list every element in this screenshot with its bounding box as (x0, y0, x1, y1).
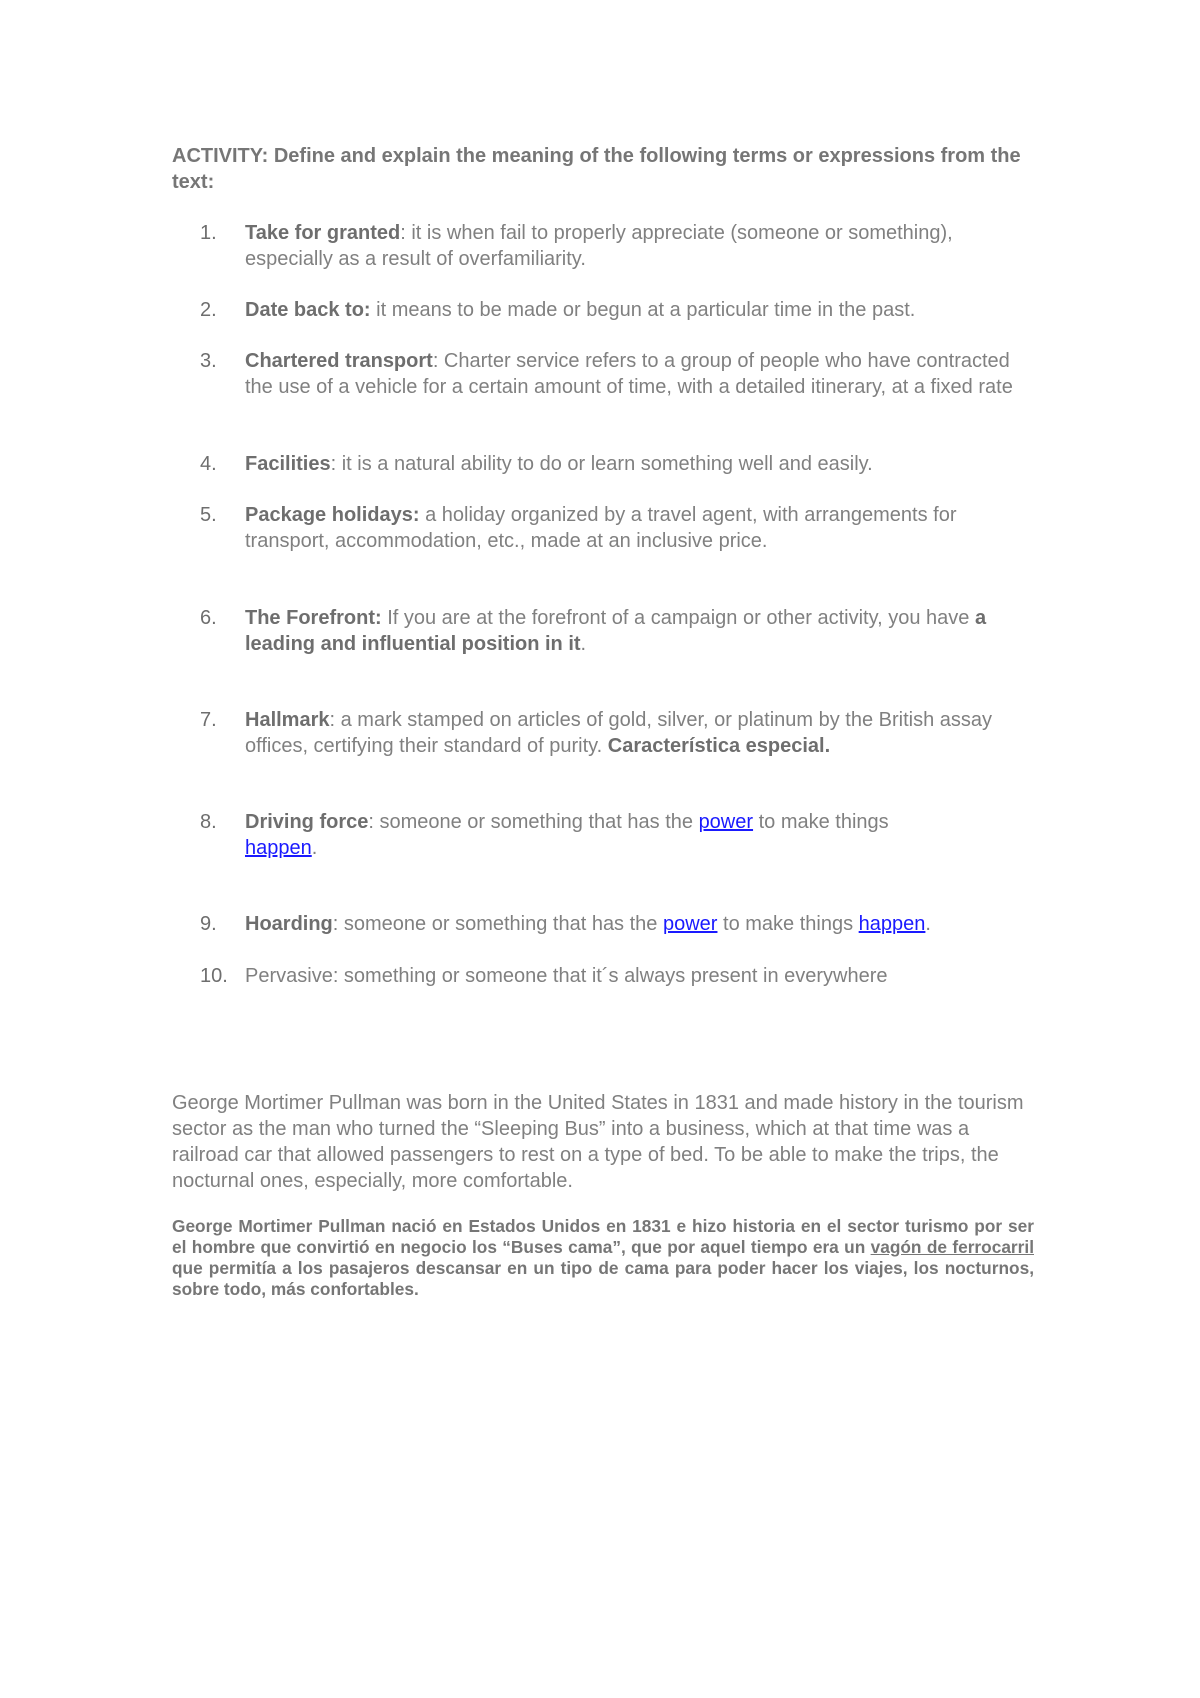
happen-link[interactable]: happen (858, 913, 926, 935)
list-item (200, 605, 1040, 657)
term-label: The Forefront: (245, 607, 382, 629)
term-label: Date back to: (245, 299, 371, 321)
spanish-text-a: George Mortimer Pullman nació en Estados Unidos en 1831 e hizo historia en el sector turismo por ser el hombre que convirtió en negocio los “Buses cama”, que por aquel tiempo era un (172, 1216, 1034, 1257)
list-item (200, 707, 1040, 759)
english-paragraph: George Mortimer Pullman was born in the United States in 1831 and made history in the tourism sector as the man who turned the “Sleeping Bus” into a business, which at that time was a railroad car that allowed passengers to rest on a type of bed. To be able to make the trips, the nocturnal ones, especially, more comfortable. (172, 1092, 1024, 1192)
list-item (200, 911, 1040, 937)
item-number: 7. (200, 709, 217, 731)
activity-heading: ACTIVITY: Define and explain the meaning of the following terms or expressions from the text: (172, 145, 1021, 193)
term-emphasis: a leading and influential position in it (245, 607, 987, 655)
spanish-text-b: que permitía a los pasajeros descansar en un tipo de cama para poder hacer los viajes, los nocturnos, sobre todo, más confortables. (172, 1258, 1034, 1299)
term-emphasis: Característica especial. (607, 735, 831, 757)
term-definition: : it is a natural ability to do or learn something well and easily. (330, 453, 873, 475)
term-label: Hallmark (245, 709, 330, 731)
list-item (200, 809, 900, 861)
item-number: 8. (200, 811, 217, 833)
term-definition: If you are at the forefront of a campaign or other activity, you have (381, 607, 975, 629)
list-item (200, 297, 1040, 323)
term-end: . (580, 633, 587, 655)
term-label: Take for granted (245, 222, 401, 244)
term-definition: : Charter service refers to a group of people who have contracted the use of a vehicle for a certain amount of time, with a detailed itinerary, at a fixed rate (245, 350, 1013, 398)
spanish-paragraph (172, 1216, 1034, 1300)
term-label: Package holidays: (245, 504, 420, 526)
item-number: 4. (200, 453, 217, 475)
item-number: 9. (200, 913, 217, 935)
railroad-car-underlined: vagón de ferrocarril (870, 1237, 1034, 1257)
term-label: Driving force (245, 811, 369, 833)
item-number: 1. (200, 222, 217, 244)
item-number: 6. (200, 607, 217, 629)
power-link[interactable]: power (662, 913, 718, 935)
term-definition-cont: to make things (717, 913, 859, 935)
list-item (200, 220, 1040, 272)
term-definition: : someone or something that has the (332, 913, 663, 935)
term-definition: : a mark stamped on articles of gold, silver, or platinum by the British assay offices, certifying their standard of purity. (245, 709, 993, 757)
term-definition-cont: to make things (753, 811, 889, 833)
term-label: Facilities (245, 453, 331, 475)
list-item (200, 963, 1040, 989)
term-definition: Pervasive: something or someone that it´s always present in everywhere (245, 965, 888, 987)
list-item (200, 348, 1040, 400)
term-definition: : it is when fail to properly appreciate (someone or something), especially as a result of overfamiliarity. (245, 222, 953, 270)
item-number: 5. (200, 504, 217, 526)
list-item (200, 451, 1040, 477)
happen-link[interactable]: happen (245, 837, 312, 859)
list-item (200, 502, 1040, 554)
item-number: 2. (200, 299, 217, 321)
term-label: Hoarding (245, 913, 333, 935)
term-definition: a holiday organized by a travel agent, with arrangements for transport, accommodation, etc., made at an inclusive price. (245, 504, 957, 552)
term-end: . (925, 913, 931, 935)
item-number: 10. (200, 965, 228, 987)
item-number: 3. (200, 350, 217, 372)
term-definition: : someone or something that has the (368, 811, 699, 833)
term-label: Chartered transport (245, 350, 433, 372)
power-link[interactable]: power (698, 811, 754, 833)
term-definition: it means to be made or begun at a particular time in the past. (370, 299, 916, 321)
term-end: . (311, 837, 318, 859)
